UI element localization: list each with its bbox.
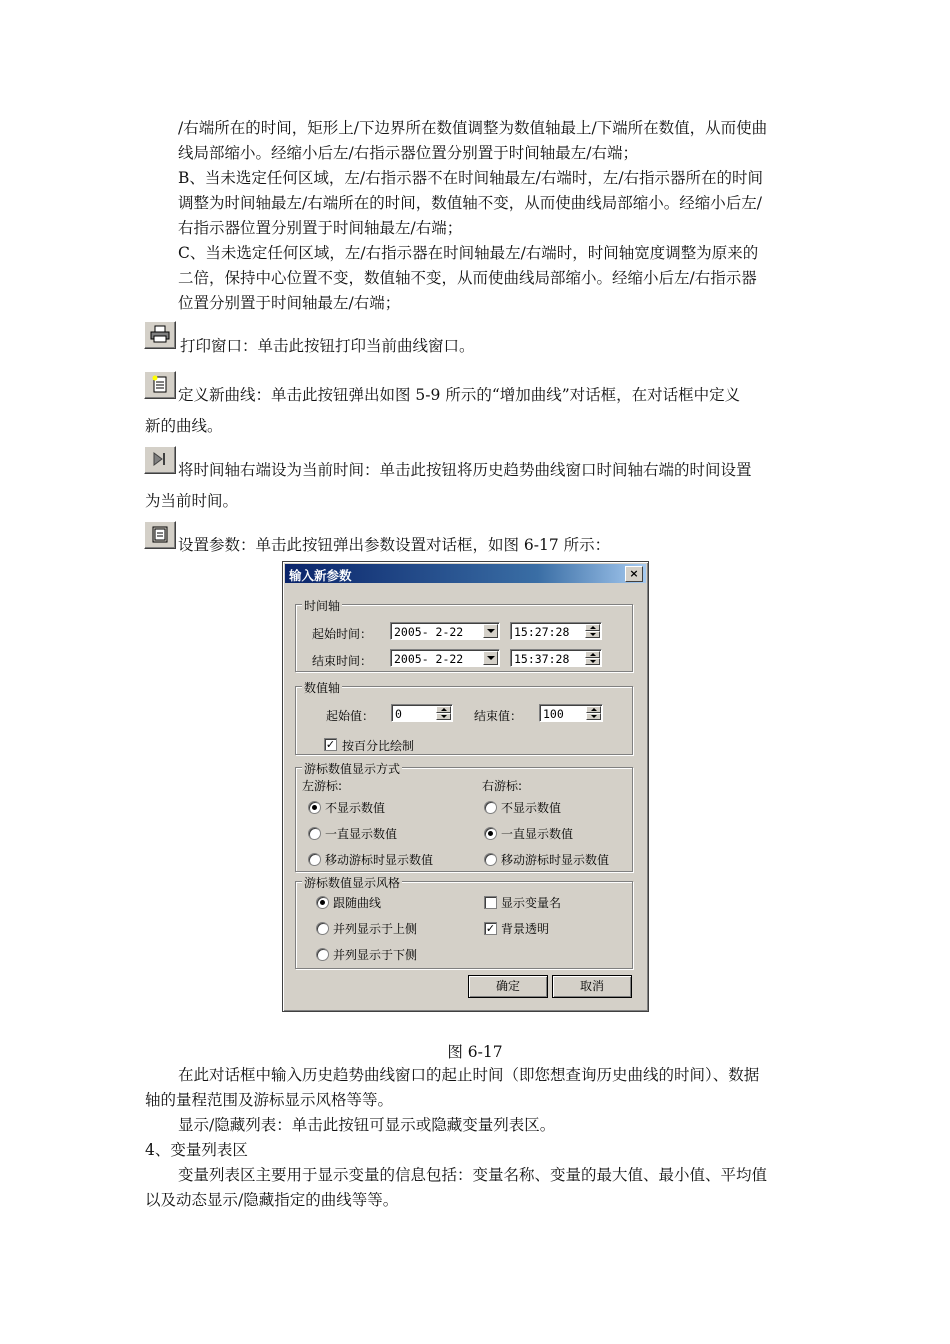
dialog-titlebar <box>285 564 646 583</box>
time-axis-group <box>295 599 633 672</box>
set-params-button[interactable] <box>144 521 176 549</box>
group-label: 时间轴 <box>304 599 341 613</box>
text-line: 二倍，保持中心位置不变，数值轴不变，从而使曲线局部缩小。经缩小后左/右指示器 <box>178 269 757 287</box>
transparent-bg-checkbox[interactable]: ✓ <box>485 922 496 935</box>
start-value: 0 <box>395 707 402 721</box>
text-line: 以及动态显示/隐藏指定的曲线等等。 <box>145 1191 399 1209</box>
print-desc: 打印窗口：单击此按钮打印当前曲线窗口。 <box>180 337 475 355</box>
set-time-desc: 将时间轴右端设为当前时间：单击此按钮将历史趋势曲线窗口时间轴右端的时间设置 <box>178 461 752 479</box>
chevron-down-icon[interactable] <box>483 624 498 638</box>
transparent-bg-label: 背景透明 <box>501 922 550 936</box>
dialog-title: 输入新参数 <box>289 568 352 583</box>
left-radio-always[interactable] <box>308 827 321 840</box>
start-value-spinner[interactable] <box>391 704 453 722</box>
spinner-arrows-icon[interactable] <box>436 706 451 720</box>
text-line: 显示/隐藏列表：单击此按钮可显示或隐藏变量列表区。 <box>178 1116 556 1134</box>
set-current-time-button[interactable] <box>144 446 176 474</box>
left-option-label: 移动游标时显示数值 <box>325 853 434 867</box>
cursor-mode-group <box>295 762 633 872</box>
top-text <box>145 116 807 316</box>
end-time-spinner[interactable] <box>510 649 602 667</box>
text-line: 调整为时间轴最左/右端所在的时间，数值轴不变，从而使曲线局部缩小。经缩小后左/ <box>178 194 762 212</box>
text-line: 在此对话框中输入历史趋势曲线窗口的起止时间（即您想查询历史曲线的时间）、数据 <box>178 1066 760 1084</box>
params-desc: 设置参数：单击此按钮弹出参数设置对话框，如图 6-17 所示： <box>178 536 611 554</box>
close-button[interactable]: × <box>625 566 643 582</box>
cursor-style-group <box>295 876 633 969</box>
end-value-label: 结束值： <box>474 709 523 723</box>
new-curve-desc: 定义新曲线：单击此按钮弹出如图 5-9 所示的“增加曲线”对话框，在对话框中定义 <box>178 386 741 404</box>
start-time-spinner[interactable] <box>510 622 602 640</box>
end-time-value: 15:37:28 <box>514 652 570 666</box>
input-params-dialog <box>282 561 649 1012</box>
start-time-value: 15:27:28 <box>514 625 570 639</box>
cancel-button[interactable]: 取消 <box>552 975 632 998</box>
text-line: 位置分别置于时间轴最左/右端； <box>178 294 401 312</box>
text-line: 变量列表区主要用于显示变量的信息包括：变量名称、变量的最大值、最小值、平均值 <box>178 1166 768 1184</box>
show-var-name-label: 显示变量名 <box>501 896 562 910</box>
group-label: 游标数值显示风格 <box>304 876 401 890</box>
percent-checkbox[interactable]: ✓ <box>325 738 336 751</box>
text-line: C、当未选定任何区域，左/右指示器在时间轴最左/右端时，时间轴宽度调整为原来的 <box>178 244 759 262</box>
print-button[interactable] <box>144 321 176 349</box>
play-pause-icon <box>150 450 170 468</box>
spinner-arrows-icon[interactable] <box>585 651 600 665</box>
spinner-arrows-icon[interactable] <box>586 706 601 720</box>
right-option-label: 移动游标时显示数值 <box>501 853 610 867</box>
style-radio-bottom[interactable] <box>316 948 329 961</box>
new-curve-desc-2: 新的曲线。 <box>145 417 223 435</box>
right-radio-moving[interactable] <box>484 853 497 866</box>
ok-button[interactable]: 确定 <box>468 975 548 998</box>
new-document-icon <box>150 375 170 393</box>
right-radio-always[interactable] <box>484 827 497 840</box>
style-option-label: 并列显示于上侧 <box>333 922 418 936</box>
percent-label: 按百分比绘制 <box>342 739 415 753</box>
start-time-label: 起始时间： <box>312 627 373 641</box>
group-label: 游标数值显示方式 <box>304 762 401 776</box>
start-date-dropdown[interactable] <box>390 622 500 640</box>
value-axis-group <box>295 681 633 755</box>
style-radio-follow[interactable] <box>316 896 329 909</box>
printer-icon <box>150 325 170 343</box>
figure-caption: 图 6-17 <box>447 1043 503 1061</box>
text-line: 线局部缩小。经缩小后左/右指示器位置分别置于时间轴最左/右端； <box>178 144 638 162</box>
right-option-label: 一直显示数值 <box>501 827 574 841</box>
left-radio-hide[interactable] <box>308 801 321 814</box>
clipboard-icon <box>150 525 170 543</box>
end-value: 100 <box>543 707 564 721</box>
start-date-value: 2005- 2-22 <box>394 625 464 639</box>
right-option-label: 不显示数值 <box>501 801 562 815</box>
text-line: 右指示器位置分别置于时间轴最左/右端； <box>178 219 463 237</box>
chevron-down-icon[interactable] <box>483 651 498 665</box>
start-value-label: 起始值： <box>326 709 375 723</box>
group-label: 数值轴 <box>304 681 341 695</box>
text-line: /右端所在的时间，矩形上/下边界所在数值调整为数值轴最上/下端所在数值，从而使曲 <box>178 119 768 137</box>
show-var-name-checkbox[interactable] <box>484 896 497 909</box>
left-radio-moving[interactable] <box>308 853 321 866</box>
text-line: B、当未选定任何区域，左/右指示器不在时间轴最左/右端时，左/右指示器所在的时间 <box>178 169 764 187</box>
section-heading: 4、变量列表区 <box>145 1141 248 1159</box>
right-cursor-label: 右游标: <box>482 779 523 793</box>
right-radio-hide[interactable] <box>484 801 497 814</box>
left-cursor-label: 左游标: <box>302 779 343 793</box>
bottom-text <box>145 1063 807 1213</box>
new-curve-button[interactable] <box>144 371 176 399</box>
text-line: 轴的量程范围及游标显示风格等等。 <box>145 1091 394 1109</box>
style-option-label: 并列显示于下侧 <box>333 948 418 962</box>
style-radio-top[interactable] <box>316 922 329 935</box>
set-time-desc-2: 为当前时间。 <box>145 492 239 510</box>
left-option-label: 一直显示数值 <box>325 827 398 841</box>
spinner-arrows-icon[interactable] <box>585 624 600 638</box>
end-time-label: 结束时间： <box>312 654 373 668</box>
end-date-value: 2005- 2-22 <box>394 652 464 666</box>
end-date-dropdown[interactable] <box>390 649 500 667</box>
style-option-label: 跟随曲线 <box>333 896 382 910</box>
left-option-label: 不显示数值 <box>325 801 386 815</box>
end-value-spinner[interactable] <box>539 704 603 722</box>
